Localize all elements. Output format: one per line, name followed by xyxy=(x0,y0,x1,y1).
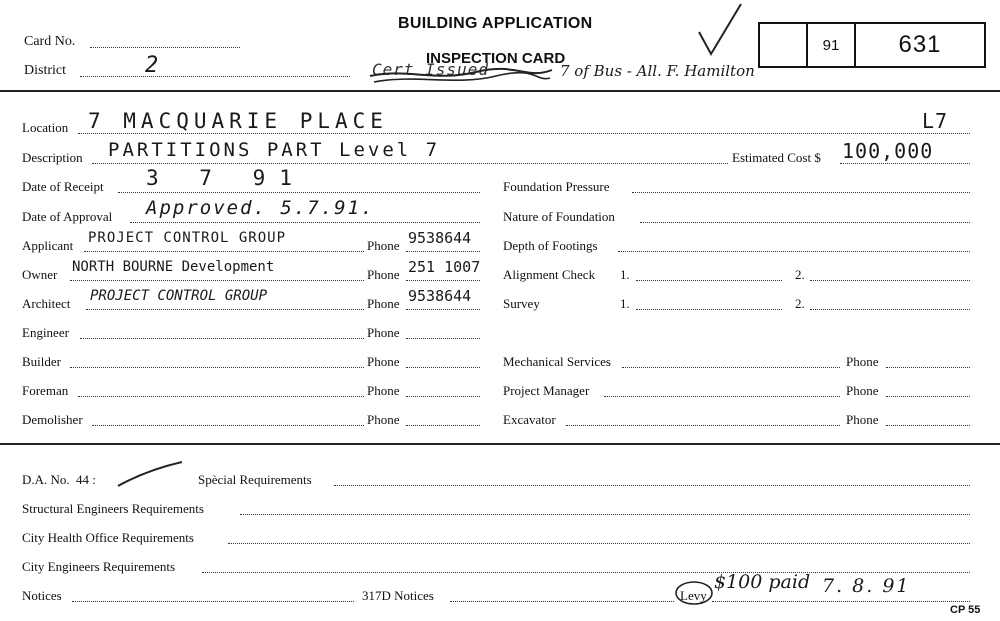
demolisher-phone-field xyxy=(406,425,480,426)
excavator-field xyxy=(566,425,840,426)
foreman-phone-label: Phone xyxy=(367,383,400,398)
date-approval-value: Approved. 5.7.91. xyxy=(146,197,375,219)
levy-label: Levy xyxy=(680,588,707,603)
district-value: 2 xyxy=(145,53,160,78)
location-label: Location xyxy=(22,120,69,135)
mechanical-phone-field xyxy=(886,367,970,368)
project-manager-phone-label: Phone xyxy=(846,383,879,398)
architect-value: PROJECT CONTROL GROUP xyxy=(90,288,268,304)
description-value: PARTITIONS PART Level 7 xyxy=(108,139,441,161)
applicant-field xyxy=(84,251,364,252)
engineer-field xyxy=(80,338,364,339)
nature-foundation-field xyxy=(640,222,970,223)
architect-field xyxy=(86,309,364,310)
card-no-field xyxy=(90,47,240,48)
box-year: 91 xyxy=(808,24,856,66)
date-approval-label: Date of Approval xyxy=(22,209,113,224)
alignment-check-n2: 2. xyxy=(795,267,805,282)
description-label: Description xyxy=(22,150,83,165)
foundation-pressure-label: Foundation Pressure xyxy=(503,179,610,194)
mechanical-field xyxy=(622,367,840,368)
owner-label: Owner xyxy=(22,267,58,282)
health-field xyxy=(228,543,970,544)
form-code: CP 55 xyxy=(950,604,981,616)
demolisher-field xyxy=(92,425,364,426)
structural-label: Structural Engineers Requirements xyxy=(22,501,204,516)
owner-phone-field xyxy=(406,280,480,281)
survey-field-2 xyxy=(810,309,970,310)
alignment-check-label: Alignment Check xyxy=(503,267,596,282)
builder-phone-field xyxy=(406,367,480,368)
da-no-value: 44 : xyxy=(76,472,96,487)
card-no-label: Card No. xyxy=(24,34,76,49)
location-suffix: L7 xyxy=(922,109,949,133)
levy-circle xyxy=(674,580,714,606)
special-label: Spècial Requirements xyxy=(198,472,312,487)
description-field xyxy=(92,163,728,164)
engineer-phone-field xyxy=(406,338,480,339)
da-no-label: D.A. No. xyxy=(22,472,70,487)
builder-phone-label: Phone xyxy=(367,354,400,369)
project-manager-field xyxy=(604,396,840,397)
strike-scribble xyxy=(366,60,556,90)
location-value: 7 MACQUARIE PLACE xyxy=(88,109,388,133)
survey-n2: 2. xyxy=(795,296,805,311)
excavator-phone-field xyxy=(886,425,970,426)
excavator-label: Excavator xyxy=(503,412,556,427)
survey-label: Survey xyxy=(503,296,540,311)
title-line-1: BUILDING APPLICATION xyxy=(398,15,593,32)
foundation-pressure-field xyxy=(632,192,970,193)
header-divider xyxy=(0,90,1000,92)
project-manager-phone-field xyxy=(886,396,970,397)
da-tick-mark xyxy=(114,460,186,490)
health-label: City Health Office Requirements xyxy=(22,530,194,545)
location-field xyxy=(78,133,970,134)
foreman-phone-field xyxy=(406,396,480,397)
title-line-2: INSPECTION CARD xyxy=(426,50,566,67)
struck-handwriting: Cert Issued xyxy=(372,60,489,79)
engineers-label: City Engineers Requirements xyxy=(22,559,176,574)
estimated-cost-field xyxy=(840,163,970,164)
alignment-check-field-2 xyxy=(810,280,970,281)
box-number: 631 xyxy=(898,31,942,58)
district-label: District xyxy=(24,63,66,78)
demolisher-phone-label: Phone xyxy=(367,412,400,427)
section-divider xyxy=(0,443,1000,445)
nature-foundation-label: Nature of Foundation xyxy=(503,209,615,224)
applicant-phone: 9538644 xyxy=(408,229,472,247)
owner-value: NORTH BOURNE Development xyxy=(72,259,275,275)
notices-317d-field xyxy=(450,601,674,602)
estimated-cost-label: Estimated Cost $ xyxy=(732,150,821,165)
applicant-label: Applicant xyxy=(22,238,74,253)
notices-label: Notices xyxy=(22,588,62,603)
project-manager-label: Project Manager xyxy=(503,383,590,398)
applicant-phone-label: Phone xyxy=(367,238,400,253)
architect-phone-label: Phone xyxy=(367,296,400,311)
depth-footings-field xyxy=(618,251,970,252)
excavator-phone-label: Phone xyxy=(846,412,879,427)
date-approval-field xyxy=(130,222,480,223)
levy-field xyxy=(712,601,970,602)
owner-field xyxy=(70,280,364,281)
architect-phone-field xyxy=(406,309,480,310)
applicant-value: PROJECT CONTROL GROUP xyxy=(88,230,287,246)
handwritten-note: 7 of Bus - All. F. Hamilton xyxy=(560,62,755,80)
structural-field xyxy=(240,514,970,515)
box-blank-cell xyxy=(760,24,808,66)
district-field xyxy=(80,76,350,77)
date-receipt-field xyxy=(118,192,480,193)
architect-phone: 9538644 xyxy=(408,287,472,305)
alignment-check-field-1 xyxy=(636,280,782,281)
applicant-phone-field xyxy=(406,251,480,252)
estimated-cost-value: 100,000 xyxy=(842,139,934,163)
demolisher-label: Demolisher xyxy=(22,412,83,427)
depth-footings-label: Depth of Footings xyxy=(503,238,598,253)
notices-317d-label: 317D Notices xyxy=(362,588,434,603)
levy-value: $100 paid xyxy=(714,571,811,593)
alignment-check-n1: 1. xyxy=(620,267,630,282)
owner-phone: 251 1007 xyxy=(408,258,481,276)
engineer-label: Engineer xyxy=(22,325,69,340)
card-number-box xyxy=(758,22,986,68)
date-receipt-value: 3 7 91 xyxy=(146,166,306,190)
notices-field xyxy=(72,601,354,602)
survey-field-1 xyxy=(636,309,782,310)
architect-label: Architect xyxy=(22,296,71,311)
levy-date: 7. 8. 91 xyxy=(822,575,911,597)
engineer-phone-label: Phone xyxy=(367,325,400,340)
foreman-label: Foreman xyxy=(22,383,69,398)
builder-label: Builder xyxy=(22,354,61,369)
mechanical-label: Mechanical Services xyxy=(503,354,611,369)
mechanical-phone-label: Phone xyxy=(846,354,879,369)
survey-n1: 1. xyxy=(620,296,630,311)
builder-field xyxy=(70,367,364,368)
checkmark-icon xyxy=(695,2,745,58)
foreman-field xyxy=(78,396,364,397)
special-field xyxy=(334,485,970,486)
engineers-field xyxy=(202,572,970,573)
date-receipt-label: Date of Receipt xyxy=(22,179,104,194)
owner-phone-label: Phone xyxy=(367,267,400,282)
